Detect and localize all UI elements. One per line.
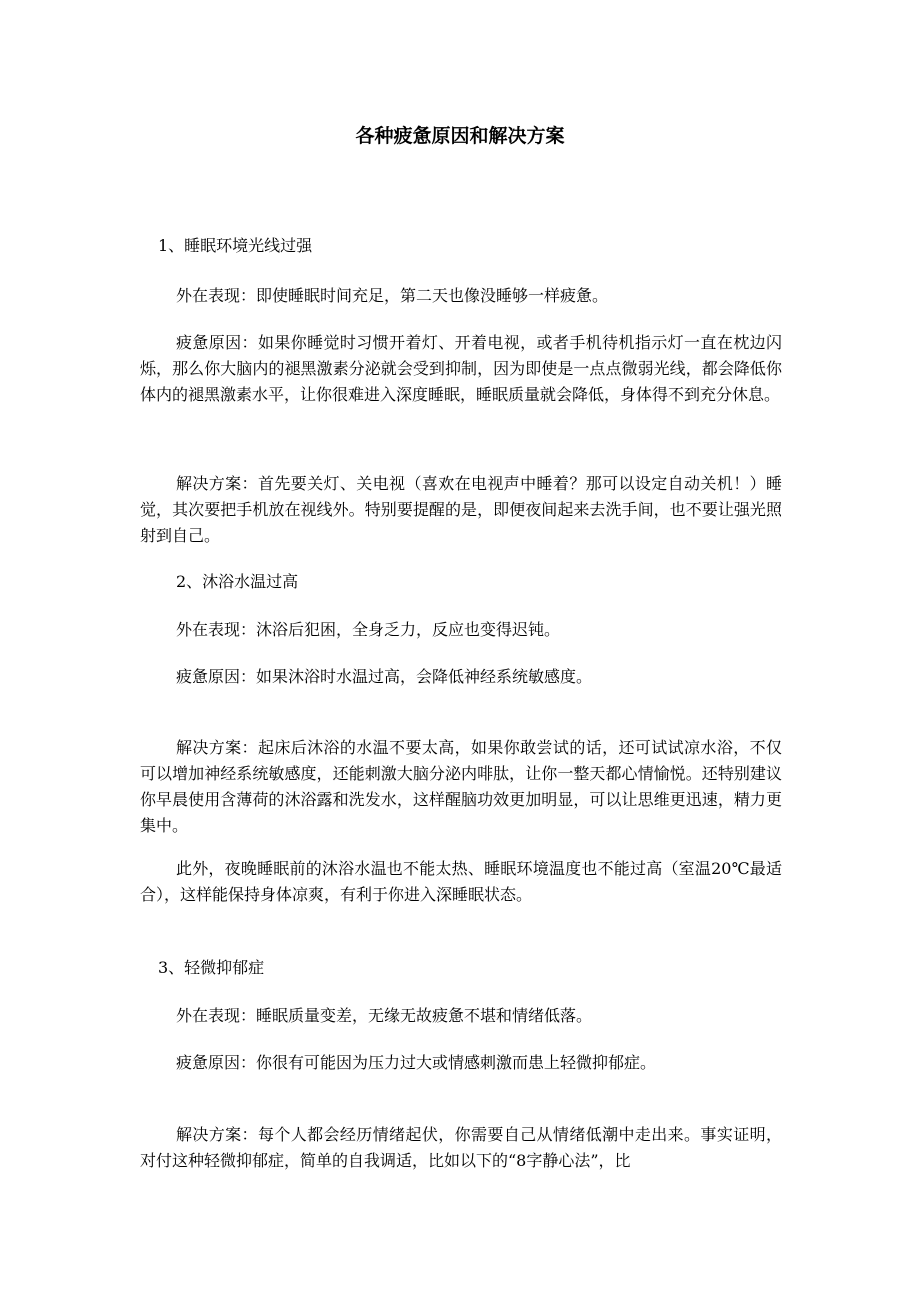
- section-3-symptom: 外在表现：睡眠质量变差，无缘无故疲惫不堪和情绪低落。: [176, 1006, 593, 1025]
- section-2-extra: 此外，夜晚睡眠前的沐浴水温也不能太热、睡眠环境温度也不能过高（室温20℃最适合），这样能保持身体凉爽，有利于你进入深睡眠状态。: [140, 859, 782, 904]
- section-3-solution: 解决方案：每个人都会经历情绪起伏，你需要自己从情绪低潮中走出来。事实证明，对付这种轻微抑郁症，简单的自我调适，比如以下的“8字静心法”，比: [140, 1125, 782, 1170]
- section-heading-2: 2、沐浴水温过高: [176, 572, 299, 591]
- section-1-cause: 疲惫原因：如果你睡觉时习惯开着灯、开着电视，或者手机待机指示灯一直在枕边闪烁，那么你大脑内的褪黑激素分泌就会受到抑制，因为即使是一点点微弱光线，都会降低你体内的褪黑激素水平，让你很难进入深度睡眠，睡眠质量就会降低，身体得不到充分休息。: [140, 333, 782, 404]
- section-2-cause: 疲惫原因：如果沐浴时水温过高，会降低神经系统敏感度。: [176, 667, 593, 686]
- section-2-solution: 解决方案：起床后沐浴的水温不要太高，如果你敢尝试的话，还可试试凉水浴，不仅可以增加神经系统敏感度，还能刺激大脑分泌内啡肽，让你一整天都心情愉悦。还特别建议你早晨使用含薄荷的沐浴露和洗发水，这样醒脑功效更加明显，可以让思维更迅速，精力更集中。: [140, 738, 782, 835]
- section-3-cause: 疲惫原因：你很有可能因为压力过大或情感刺激而患上轻微抑郁症。: [176, 1053, 657, 1072]
- section-2-symptom: 外在表现：沐浴后犯困，全身乏力，反应也变得迟钝。: [176, 620, 561, 639]
- section-heading-3: 3、轻微抑郁症: [158, 958, 265, 977]
- section-1-solution: 解决方案：首先要关灯、关电视（喜欢在电视声中睡着？那可以设定自动关机！）睡觉，其次要把手机放在视线外。特别要提醒的是，即便夜间起来去洗手间，也不要让强光照射到自己。: [140, 474, 782, 545]
- document-title: 各种疲惫原因和解决方案: [355, 125, 565, 147]
- section-1-symptom: 外在表现：即使睡眠时间充足，第二天也像没睡够一样疲惫。: [176, 286, 609, 305]
- section-heading-1: 1、睡眠环境光线过强: [158, 236, 313, 255]
